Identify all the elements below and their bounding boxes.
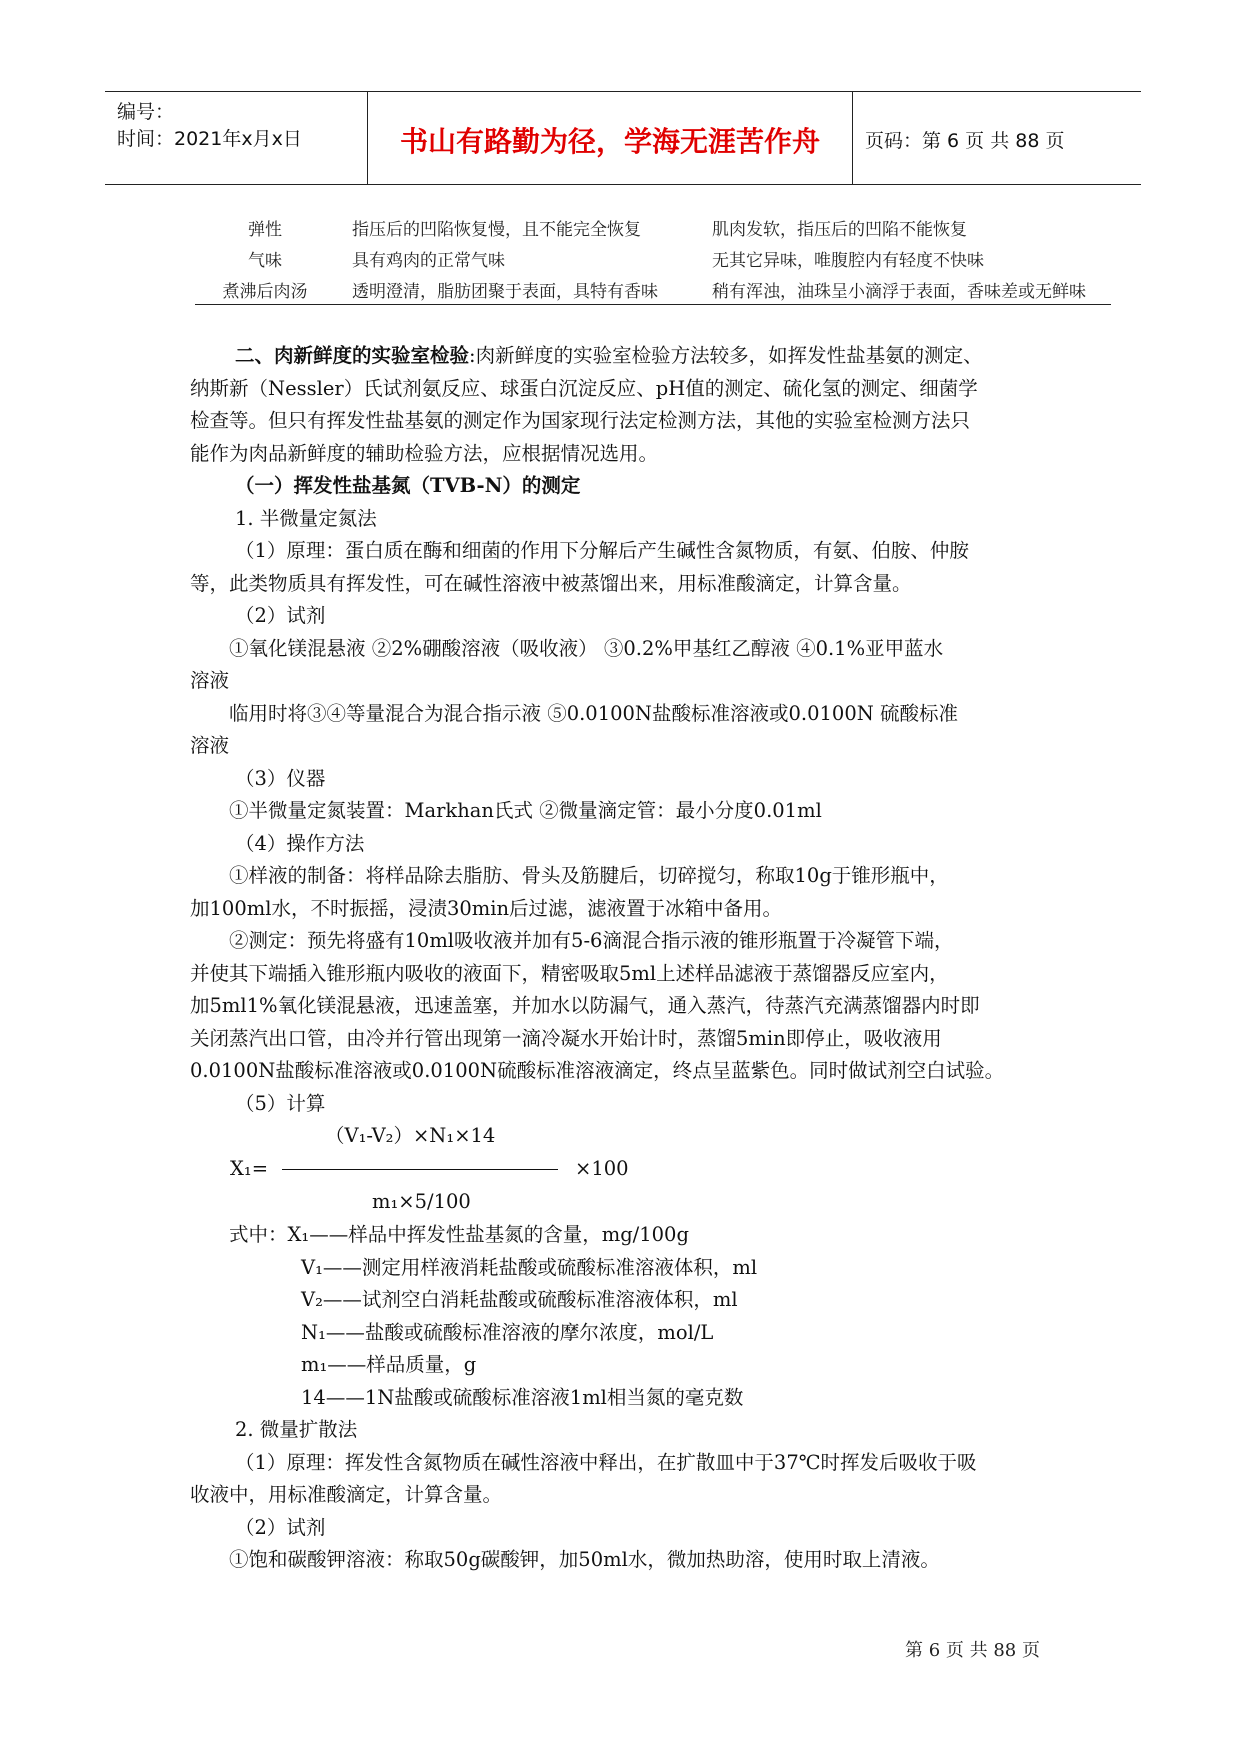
motto: 书山有路勤为径，学海无涯苦作舟 [399, 125, 820, 158]
calculation-title: （5）计算 [235, 1091, 326, 1115]
page-info: 页码：第 6 页 共 88 页 [865, 130, 1065, 152]
operation-title: （4）操作方法 [235, 831, 365, 855]
paragraph-line: （1）原理：蛋白质在酶和细菌的作用下分解后产生碱性含氮物质，有氨、伯胺、仲胺 [235, 539, 969, 562]
reagent-title: （2）试剂 [235, 1515, 326, 1539]
table-row [195, 273, 1111, 304]
paragraph-line: 等，此类物质具有挥发性，可在碱性溶液中被蒸馏出来，用标准酸滴定，计算含量。 [190, 571, 912, 595]
definition-line: V₂——试剂空白消耗盐酸或硫酸标准溶液体积，ml [301, 1288, 738, 1311]
table-cell-stale: 肌肉发软，指压后的凹陷不能恢复 [712, 220, 967, 240]
definition-line: 式中：X₁——样品中挥发性盐基氮的含量，mg/100g [229, 1223, 689, 1246]
header-page-cell [853, 92, 1141, 184]
serial-label: 编号： [117, 101, 175, 123]
paragraph-line: ①半微量定氮装置：Markhan氏式 ②微量滴定管：最小分度0.01ml [229, 799, 822, 822]
paragraph-line: ①样液的制备：将样品除去脂肪、骨头及筋腱后，切碎搅匀，称取10g于锥形瓶中， [229, 864, 949, 887]
paragraph-line: 溶液 [190, 734, 230, 757]
table-cell-name: 弹性 [248, 220, 282, 240]
paragraph-line: 临用时将③④等量混合为混合指示液 ⑤0.0100N盐酸标准溶液或0.0100N 硫酸标准 [229, 701, 958, 725]
formula [190, 1120, 1070, 1219]
definition-line: N₁——盐酸或硫酸标准溶液的摩尔浓度，mol/L [301, 1320, 714, 1344]
paragraph-line: 加100ml水，不时振摇，浸渍30min后过滤，滤液置于冰箱中备用。 [190, 896, 783, 920]
method-title: 1. 半微量定氮法 [235, 506, 377, 530]
section-2-title: 二、肉新鲜度的实验室检验 [235, 344, 470, 367]
section-2-line [190, 340, 1070, 373]
definition-line: m₁——样品质量，g [301, 1353, 477, 1376]
page-footer: 第 6 页 共 88 页 [905, 1640, 1040, 1661]
formula-denominator: m₁×5/100 [372, 1190, 471, 1213]
time-label: 时间：2021年x月x日 [117, 128, 302, 150]
method-title: 2. 微量扩散法 [235, 1418, 358, 1441]
document-body [190, 340, 1070, 1577]
variable-definitions [190, 1219, 1070, 1414]
reagent-title: （2）试剂 [235, 604, 326, 627]
paragraph-line: ①氧化镁混悬液 ②2%硼酸溶液（吸收液） ③0.2%甲基红乙醇液 ④0.1%亚甲蓝水 [229, 636, 944, 660]
subsection-title: （一）挥发性盐基氮（TVB-N）的测定 [235, 474, 581, 497]
paragraph-line: 0.0100N盐酸标准溶液或0.0100N硫酸标准溶液滴定，终点呈蓝紫色。同时做试剂空白试验。 [190, 1059, 1005, 1082]
paragraph-line: 能作为肉品新鲜度的辅助检验方法，应根据情况选用。 [190, 441, 659, 465]
table-cell-stale: 稍有浑浊，油珠呈小滴浮于表面，香味差或无鲜味 [712, 282, 1086, 302]
freshness-table [195, 211, 1111, 305]
paragraph-line: 检查等。但只有挥发性盐基氨的测定作为国家现行法定检测方法，其他的实验室检测方法只 [190, 409, 971, 432]
paragraph-line: 溶液 [190, 669, 230, 692]
header-left-cell [105, 92, 368, 184]
table-cell-fresh: 具有鸡肉的正常气味 [352, 251, 505, 271]
table-cell-fresh: 透明澄清，脂肪团聚于表面，具特有香味 [352, 282, 658, 302]
paragraph-line: 并使其下端插入锥形瓶内吸收的液面下，精密吸取5ml上述样品滤液于蒸馏器反应室内， [190, 961, 949, 985]
instrument-title: （3）仪器 [235, 766, 326, 790]
formula-numerator: （V₁-V₂）×N₁×14 [325, 1124, 496, 1147]
fraction-bar [282, 1169, 558, 1170]
table-row [195, 242, 1111, 273]
table-cell-fresh: 指压后的凹陷恢复慢，且不能完全恢复 [352, 220, 641, 240]
header-motto-cell [368, 92, 853, 184]
paragraph-line: ①饱和碳酸钾溶液：称取50g碳酸钾，加50ml水，微加热助溶，使用时取上清液。 [229, 1548, 940, 1571]
table-cell-name: 气味 [248, 251, 282, 271]
paragraph-line: ②测定：预先将盛有10ml吸收液并加有5-6滴混合指示液的锥形瓶置于冷凝管下端， [229, 929, 954, 952]
paragraph-line: 关闭蒸汽出口管，由冷并行管出现第一滴冷凝水开始计时，蒸馏5min即停止，吸收液用 [190, 1026, 942, 1050]
definition-line: V₁——测定用样液消耗盐酸或硫酸标准溶液体积，ml [301, 1255, 758, 1279]
formula-label: X₁= [230, 1157, 269, 1180]
table-cell-stale: 无其它异味，唯腹腔内有轻度不快味 [712, 251, 984, 271]
paragraph-line: 收液中，用标准酸滴定，计算含量。 [190, 1483, 503, 1506]
table-cell-name: 煮沸后肉汤 [222, 282, 308, 302]
formula-multiplier: ×100 [575, 1157, 629, 1180]
paragraph-line: 纳斯新（Nessler）氏试剂氨反应、球蛋白沉淀反应、pH值的测定、硫化氢的测定、细菌学 [190, 376, 978, 400]
section-2-text: :肉新鲜度的实验室检验方法较多，如挥发性盐基氨的测定、 [469, 344, 983, 367]
page-header [105, 91, 1141, 185]
definition-line: 14——1N盐酸或硫酸标准溶液1ml相当氮的毫克数 [301, 1385, 744, 1409]
paragraph-line: 加5ml1%氧化镁混悬液，迅速盖塞，并加水以防漏气，通入蒸汽，待蒸汽充满蒸馏器内时即 [190, 994, 980, 1017]
paragraph-line: （1）原理：挥发性含氮物质在碱性溶液中释出，在扩散皿中于37℃时挥发后吸收于吸 [235, 1450, 977, 1474]
table-row [195, 211, 1111, 242]
